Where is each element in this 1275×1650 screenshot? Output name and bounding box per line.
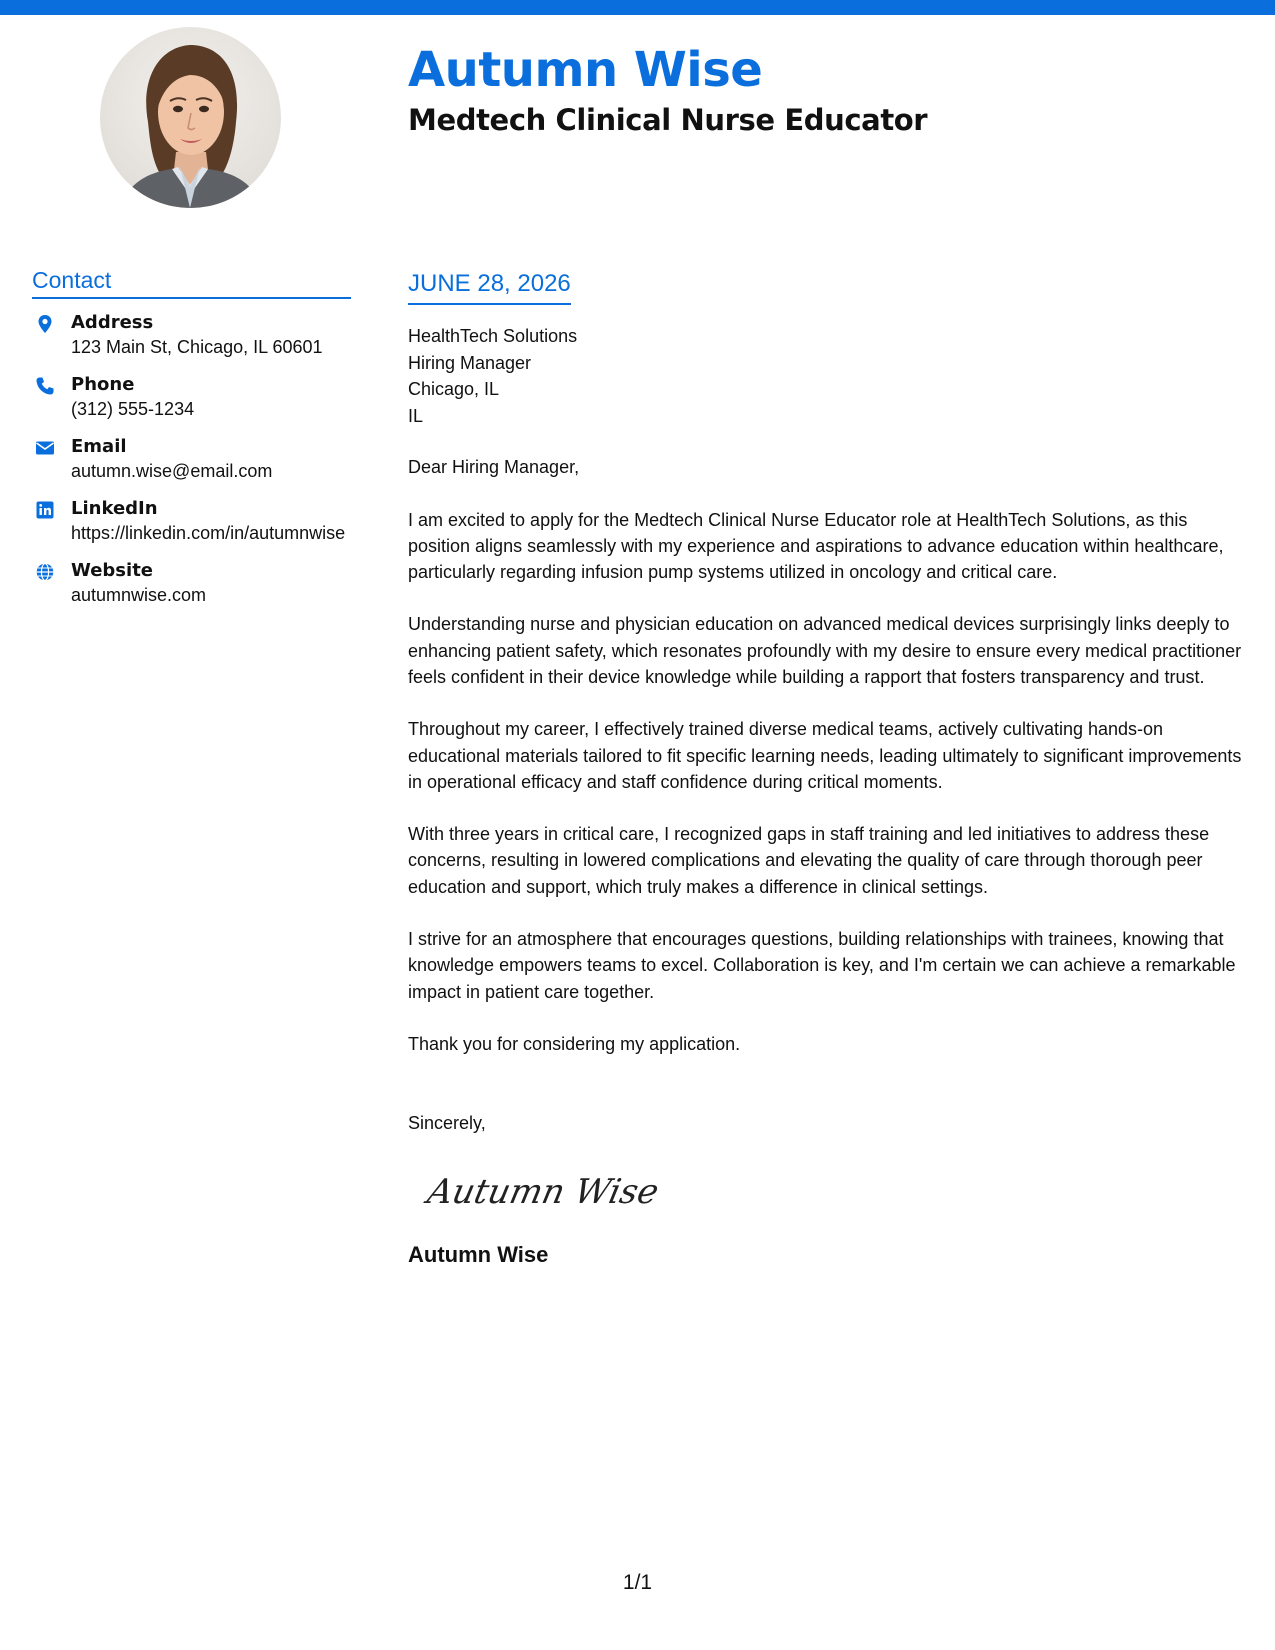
contact-item-website xyxy=(32,559,351,607)
paragraph: With three years in critical care, I recognized gaps in staff training and led initiatives to address these concerns, resulting in lowered complications and elevating the quality of care through thorough peer education and support, which truly makes a difference in clinical settings. xyxy=(408,824,1210,897)
signature-text: Autumn Wise xyxy=(424,1172,662,1212)
contact-heading: Contact xyxy=(32,265,351,299)
paragraph: Thank you for considering my application. xyxy=(408,1033,741,1054)
recipient-block xyxy=(408,323,1253,429)
website-link[interactable]: autumnwise.com xyxy=(71,585,207,605)
contact-label: Address xyxy=(71,312,154,333)
top-accent-bar xyxy=(0,0,1275,15)
linkedin-icon xyxy=(35,500,55,520)
contact-item-linkedin xyxy=(32,497,351,545)
closing: Sincerely, xyxy=(408,1113,486,1134)
recipient-state: IL xyxy=(408,405,424,426)
page-number: 1/1 xyxy=(622,1571,653,1594)
contact-value: autumn.wise@email.com xyxy=(71,461,273,481)
signer-name: Autumn Wise xyxy=(408,1241,549,1267)
contact-value: (312) 555-1234 xyxy=(71,399,195,419)
linkedin-link[interactable]: https://linkedin.com/in/autumnwise xyxy=(71,523,346,543)
salutation: Dear Hiring Manager, xyxy=(408,457,580,477)
recipient-city: Chicago, IL xyxy=(408,379,500,399)
paragraph: I strive for an atmosphere that encourages questions, building relationships with trainees, knowing that knowledge empowers teams to excel. Collaboration is key, and I'm certain we can achieve a remarkable impact in patient care together. xyxy=(408,929,1236,1002)
handwritten-signature xyxy=(422,1165,662,1217)
paragraph: I am excited to apply for the Medtech Clinical Nurse Educator role at HealthTech Solutions, as this position aligns seamlessly with my experience and aspirations to advance education within healthcare, particularly regarding infusion pump systems utilized in oncology and critical care. xyxy=(408,509,1224,583)
profile-photo-illustration xyxy=(100,27,281,208)
location-pin-icon xyxy=(35,314,55,334)
phone-icon xyxy=(35,376,55,396)
contact-value: 123 Main St, Chicago, IL 60601 xyxy=(71,337,323,357)
contact-label: Phone xyxy=(71,374,135,395)
contact-label: Email xyxy=(71,436,127,457)
contact-item-email xyxy=(32,435,351,483)
contact-label: Website xyxy=(71,560,154,581)
letter-body xyxy=(408,267,1253,1269)
contact-item-phone xyxy=(32,373,351,421)
contact-item-address xyxy=(32,311,351,359)
globe-icon xyxy=(35,562,55,582)
contact-sidebar xyxy=(32,265,351,621)
job-title: Medtech Clinical Nurse Educator xyxy=(408,103,928,137)
profile-photo xyxy=(100,27,281,208)
contact-label: LinkedIn xyxy=(71,498,158,519)
letter-date: JUNE 28, 2026 xyxy=(408,267,571,305)
paragraph: Throughout my career, I effectively trained diverse medical teams, actively cultivating hands-on educational materials tailored to fit specific learning needs, leading ultimately to significant improvements in operational efficacy and staff confidence during critical moments. xyxy=(408,719,1242,792)
applicant-name: Autumn Wise xyxy=(408,42,763,98)
email-icon xyxy=(35,438,55,458)
recipient-title: Hiring Manager xyxy=(408,352,532,373)
recipient-company: HealthTech Solutions xyxy=(408,326,578,346)
paragraph: Understanding nurse and physician education on advanced medical devices surprisingly links deeply to enhancing patient safety, which resonates profoundly with my desire to ensure every medical practitioner feels confident in their device knowledge while building a rapport that fosters transparency and trust. xyxy=(408,614,1242,687)
